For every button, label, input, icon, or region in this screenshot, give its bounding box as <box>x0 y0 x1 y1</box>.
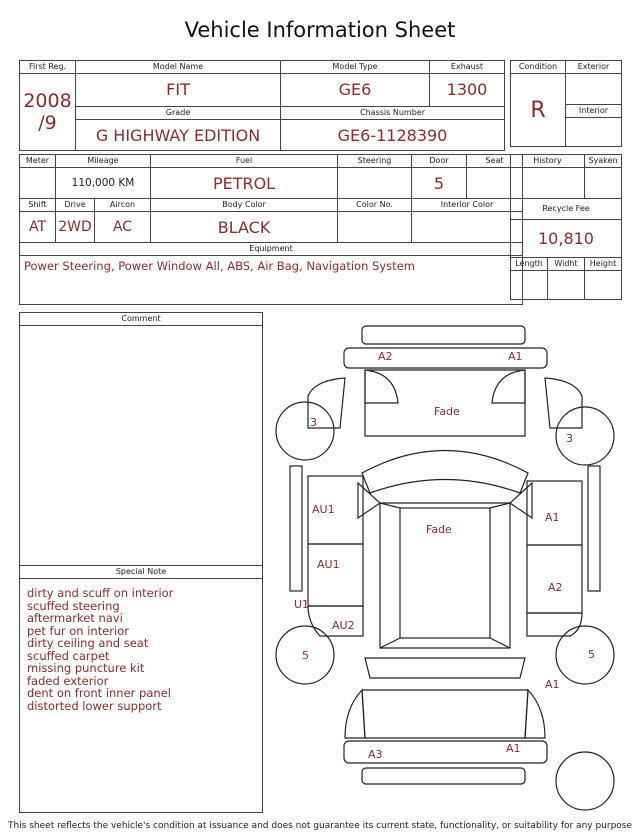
list-item: scuffed steering <box>27 598 120 613</box>
damage-mark-left-front-pillar: AU1 <box>312 503 335 516</box>
damage-mark-wheel-rear-left: 5 <box>302 649 309 662</box>
headlight-left <box>365 370 398 403</box>
sheet-title: Vehicle Information Sheet <box>184 18 456 42</box>
width-value <box>548 271 585 300</box>
interior-color-value <box>412 212 523 243</box>
damage-mark-wheel-front-right: 3 <box>566 432 573 445</box>
front-fender-right <box>545 378 582 428</box>
rear-window <box>365 658 525 678</box>
equipment-header: Equipment <box>20 243 523 256</box>
condition-table <box>510 60 622 147</box>
right-rear-door <box>527 545 582 613</box>
fuel-value: PETROL <box>151 168 338 199</box>
length-value <box>511 271 548 300</box>
list-item: faded exterior <box>27 673 109 688</box>
history-header: History <box>511 155 585 168</box>
rear-bumper-lower <box>362 768 525 784</box>
door-header: Door <box>412 155 467 168</box>
special-note-header: Special Note <box>20 565 262 579</box>
list-item: aftermarket navi <box>27 611 123 625</box>
mileage-header: Mileage <box>56 155 151 168</box>
condition-header: Condition <box>511 61 566 74</box>
list-item: scuffed carpet <box>27 648 110 663</box>
model-type-value: GE6 <box>281 74 430 107</box>
wheel-front-right <box>556 407 614 465</box>
damage-mark-right-front-door: A1 <box>545 511 560 524</box>
exterior-header: Exterior <box>566 61 622 74</box>
disclaimer-footer: This sheet reflects the vehicle's condition at issuance and does not guarantee its current state, functionality, or suitability for any purpose <box>7 821 633 831</box>
comment-header: Comment <box>20 313 262 326</box>
special-note-list <box>20 579 262 712</box>
damage-mark-left-sill: U1 <box>294 598 310 611</box>
front-bumper-top <box>362 326 525 344</box>
history-table <box>510 154 622 300</box>
damage-mark-left-front-door: AU1 <box>317 558 340 571</box>
color-no-header: Color No. <box>338 199 412 212</box>
right-rear-quarter <box>527 613 582 636</box>
damage-mark-roof: Fade <box>426 523 452 536</box>
interior-value <box>566 118 622 147</box>
drive-aircon-header <box>56 199 151 212</box>
list-item: distorted lower support <box>27 698 162 713</box>
shift-header: Shift <box>20 199 56 212</box>
exhaust-value: 1300 <box>430 74 505 107</box>
steering-value <box>338 168 412 199</box>
color-no-value <box>338 212 412 243</box>
drive-aircon-value <box>56 212 151 243</box>
seat-header: Seat <box>467 155 523 168</box>
steering-header: Steering <box>338 155 412 168</box>
headlight-right <box>492 370 525 403</box>
car-damage-diagram <box>270 318 620 818</box>
length-header: Length <box>511 258 548 271</box>
height-header: Height <box>585 258 622 271</box>
left-rear-door <box>308 544 363 606</box>
damage-mark-rear-bumper-left: A3 <box>368 748 383 761</box>
model-name-header: Model Name <box>76 61 281 74</box>
left-sill <box>290 466 302 591</box>
list-item: dirty ceiling and seat <box>27 636 149 650</box>
damage-mark-front-bumper-left: A2 <box>378 350 393 363</box>
first-reg-value <box>20 74 76 151</box>
chassis-number-value: GE6-1128390 <box>281 120 505 151</box>
aircon-value: AC <box>112 219 133 235</box>
tail-lights <box>345 690 545 738</box>
damage-mark-left-rear-door: AU2 <box>332 619 355 632</box>
first-reg-header: First Reg. <box>20 61 76 74</box>
syaken-header: Syaken <box>585 155 622 168</box>
wheel-rear-right <box>556 626 614 684</box>
list-item: dirty and scuff on interior <box>27 586 174 600</box>
meter-value <box>20 168 56 199</box>
fuel-header: Fuel <box>151 155 338 168</box>
door-value: 5 <box>412 168 467 199</box>
aircon-header: Aircon <box>109 200 136 209</box>
damage-mark-wheel-front-left: 3 <box>310 416 317 429</box>
damage-mark-front-bumper-right: A1 <box>508 350 523 363</box>
shift-value: AT <box>20 212 56 243</box>
condition-value: R <box>511 74 566 147</box>
first-reg-month: /9 <box>38 112 57 134</box>
damage-mark-hood: Fade <box>434 405 460 418</box>
drive-value: 2WD <box>56 212 95 242</box>
chassis-number-header: Chassis Number <box>281 106 505 120</box>
width-header: Widht <box>548 258 585 271</box>
exterior-value <box>566 74 622 105</box>
syaken-value <box>585 168 622 199</box>
damage-mark-wheel-rear-right: 5 <box>588 648 595 661</box>
vehicle-spec-table <box>19 154 523 305</box>
damage-mark-right-rear-door: A2 <box>548 581 563 594</box>
right-sill <box>588 466 600 591</box>
interior-color-header: Interior Color <box>412 199 523 212</box>
height-value <box>585 271 622 300</box>
grade-header: Grade <box>76 106 281 120</box>
list-item: dent on front inner panel <box>27 686 171 700</box>
damage-mark-rear-bumper-right: A1 <box>506 742 521 755</box>
list-item: pet fur on interior <box>27 623 129 638</box>
wheel-front-left <box>276 402 334 460</box>
model-name-value: FIT <box>76 74 281 107</box>
comment-panel <box>19 312 263 813</box>
equipment-value: Power Steering, Power Window All, ABS, Air Bag, Navigation System <box>20 256 523 305</box>
recycle-fee-header: Recycle Fee <box>511 199 622 220</box>
damage-mark-right-rear-quarter: A1 <box>545 678 560 691</box>
trunk <box>362 690 528 738</box>
comment-body <box>20 326 262 565</box>
mileage-value: 110,000 KM <box>56 168 151 199</box>
exhaust-header: Exhaust <box>430 61 505 74</box>
first-reg-year: 2008 <box>23 90 72 112</box>
list-item: missing puncture kit <box>27 661 145 675</box>
windshield <box>362 451 528 494</box>
grade-value: G HIGHWAY EDITION <box>76 120 281 151</box>
model-type-header: Model Type <box>281 61 430 74</box>
body-color-header: Body Color <box>151 199 338 212</box>
spare-wheel <box>556 752 614 810</box>
drive-header: Drive <box>56 199 95 211</box>
history-value <box>511 168 585 199</box>
body-color-value: BLACK <box>151 212 338 243</box>
meter-header: Meter <box>20 155 56 168</box>
interior-header: Interior <box>566 105 622 118</box>
recycle-fee-value: 10,810 <box>511 220 622 258</box>
model-info-table <box>19 60 505 151</box>
